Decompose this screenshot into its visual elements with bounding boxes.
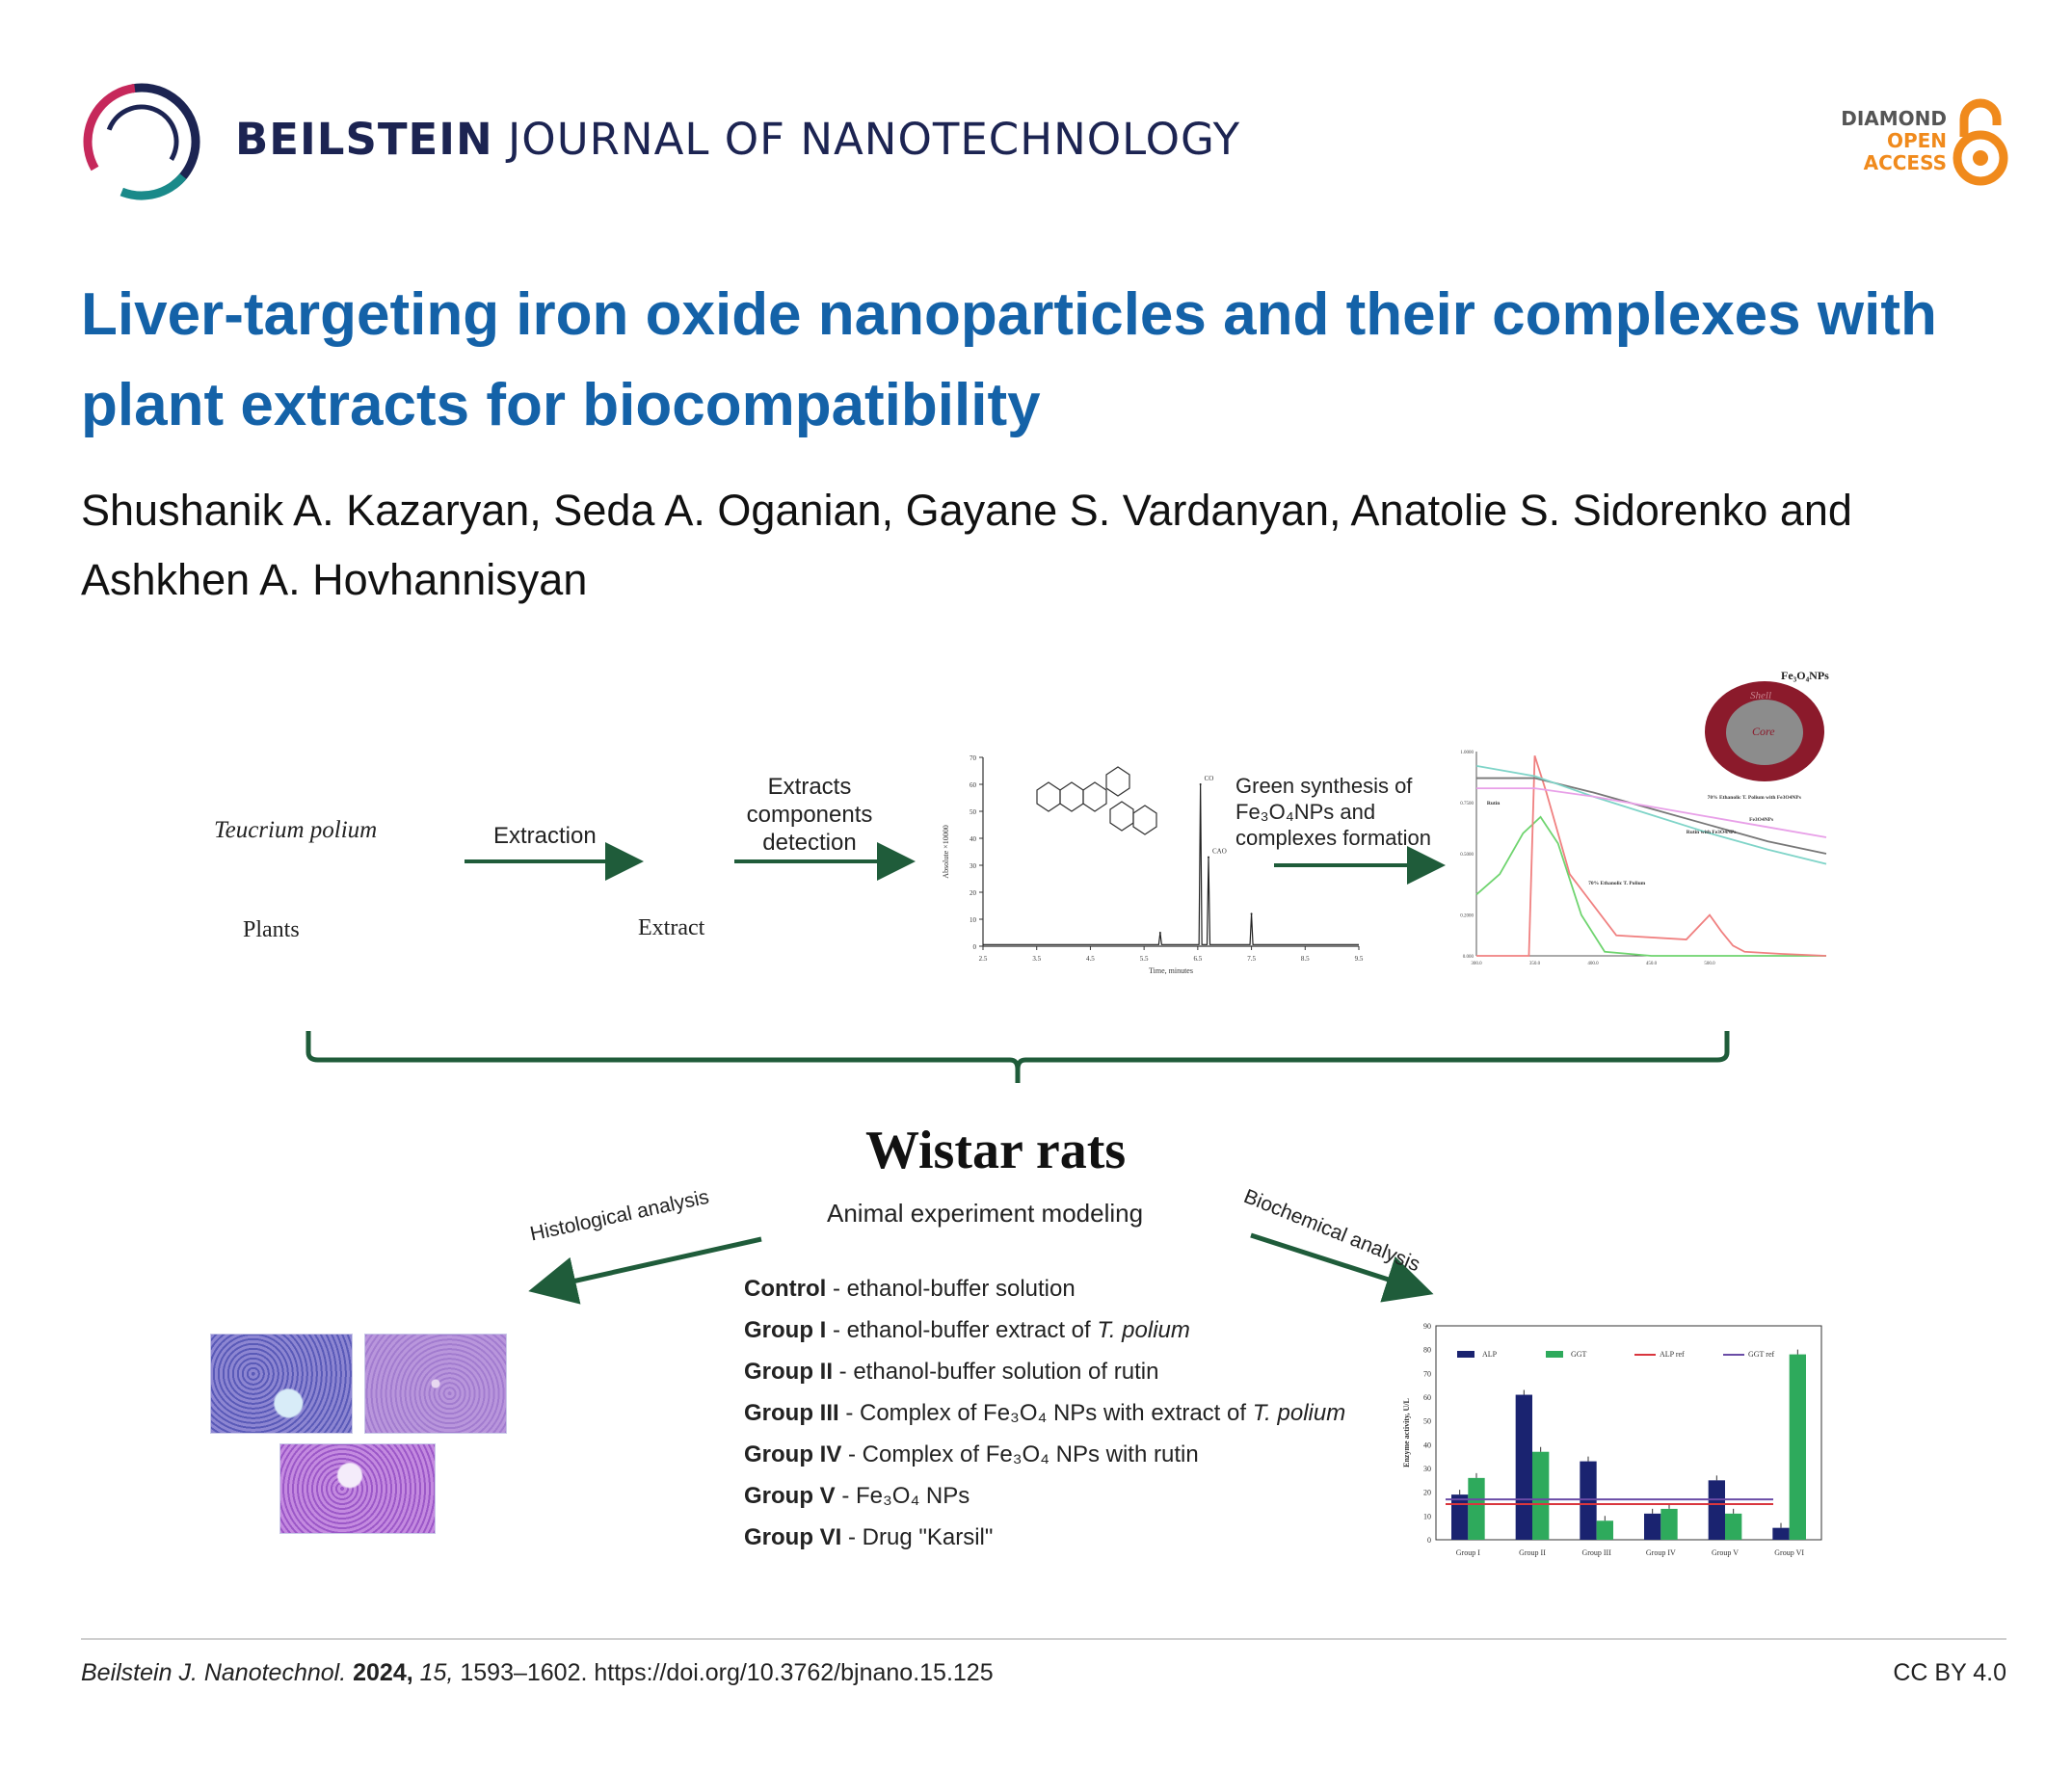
y-tick-label: 1.0000 [1460,751,1474,755]
bar-alp [1580,1462,1596,1540]
y-tick-label: 90 [1423,1322,1431,1331]
group-3: Group III - Complex of Fe₃O₄ NPs with extract of T. polium [744,1400,1346,1426]
peak-marker [1208,857,1209,859]
legend-label: ALP [1482,1350,1498,1359]
group-name: Group I [744,1317,827,1343]
peak-marker [1200,783,1202,785]
x-tick-label: 300.0 [1471,962,1482,966]
group-desc: ethanol-buffer solution [846,1276,1076,1302]
y-tick-label: 30 [970,862,976,870]
animal-modeling-label: Animal experiment modeling [827,1199,1144,1228]
x-tick-label: Group VI [1774,1548,1805,1557]
group-name: Control [744,1276,827,1302]
peak-marker [1159,932,1161,934]
x-tick-label: 4.5 [1086,955,1095,963]
histology-label: Histological analysis [528,1185,711,1246]
enzyme-bar-chart [1397,1312,1831,1573]
detection-line1: Extracts [767,774,852,800]
biochem-label: Biochemical analysis [1240,1185,1423,1277]
bar-ggt [1532,1452,1549,1540]
bracket [308,1031,1727,1083]
badge-line3: ACCESS [1863,151,1947,174]
x-tick-label: 5.5 [1139,955,1149,963]
x-tick-label: Group II [1519,1548,1546,1557]
group-name: Group IV [744,1441,842,1467]
plants-label: Plants [243,917,300,942]
group-name: Group V [744,1483,836,1509]
y-tick-label: 70 [1423,1369,1431,1379]
group-name: Group II [744,1359,833,1385]
spectrum-line [1476,755,1826,956]
np-shell-label: Shell [1750,690,1771,701]
legend-swatch [1457,1351,1474,1358]
y-tick-label: 10 [970,916,976,924]
footer-divider [81,1638,2006,1640]
rutin-structure-icon [1027,761,1162,840]
bar-alp [1709,1480,1725,1540]
wistar-title: Wistar rats [865,1121,1127,1180]
journal-name-rest: JOURNAL OF NANOTECHNOLOGY [508,114,1241,165]
histology-image-2 [364,1334,507,1434]
y-tick-label: 60 [1423,1393,1431,1402]
np-title: Fe₃O₄NPs [1781,669,1829,682]
bar-alp [1644,1514,1660,1540]
y-tick-label: 20 [970,889,976,897]
series-label: Rutin with Fe3O4NPs [1686,829,1737,835]
bar-ggt [1597,1520,1613,1540]
extract-label: Extract [638,915,705,940]
histology-image-1 [210,1334,353,1434]
group-desc: ethanol-buffer extract of [846,1317,1098,1343]
bar-ggt [1660,1509,1677,1540]
article-authors: Shushanik A. Kazaryan, Seda A. Oganian, Gayane S. Vardanyan, Anatolie S. Sidorenko and Ashkhen A. Hovhannisyan [81,486,1852,604]
group-list [744,1268,1345,1558]
group-desc: Fe₃O₄ NPs [856,1483,970,1509]
bar-ggt [1725,1514,1741,1540]
peak-label: CO [1204,775,1214,782]
y-tick-label: 10 [1423,1512,1431,1521]
x-tick-label: 7.5 [1247,955,1256,963]
y-tick-label: 50 [1423,1416,1431,1426]
peak-label: CAO [1212,847,1227,856]
x-tick-label: 500.0 [1704,962,1715,966]
x-axis-label: Time, minutes [1149,966,1193,975]
plant-name: Teucrium polium [214,817,378,843]
group-desc: Complex of Fe₃O₄ NPs with rutin [862,1441,1199,1467]
synthesis-line2: Fe₃O₄NPs and [1235,800,1376,824]
legend-label: ALP ref [1660,1350,1685,1359]
citation [81,1659,994,1687]
histology-image-3 [279,1443,436,1534]
synthesis-line1: Green synthesis of [1235,774,1413,798]
x-tick-label: Group I [1455,1548,1480,1557]
group-desc: ethanol-buffer solution of rutin [853,1359,1159,1385]
group-desc: Complex of Fe₃O₄ NPs with extract of [860,1400,1253,1426]
y-tick-label: 40 [1423,1441,1431,1450]
x-tick-label: 8.5 [1300,955,1310,963]
peak-marker [1251,912,1253,914]
x-tick-label: 400.0 [1587,962,1599,966]
x-tick-label: Group III [1581,1548,1611,1557]
y-tick-label: 30 [1423,1465,1431,1473]
x-tick-label: 3.5 [1032,955,1042,963]
x-tick-label: Group V [1711,1548,1740,1557]
legend-swatch [1546,1351,1563,1358]
badge-line2: OPEN [1886,129,1947,152]
y-tick-label: 60 [970,781,976,789]
badge-line1: DIAMOND [1841,107,1947,130]
x-tick-label: Group IV [1645,1548,1676,1557]
group-5: Group V - Fe₃O₄ NPs [744,1483,970,1509]
x-tick-label: 6.5 [1193,955,1203,963]
series-label: Rutin [1486,801,1501,807]
group-desc-italic: T. polium [1252,1400,1346,1426]
y-tick-label: 0 [1427,1536,1431,1545]
series-label: Fe3O4NPs [1749,817,1774,824]
license-label[interactable]: CC BY 4.0 [1893,1659,2006,1686]
synthesis-line3: complexes formation [1235,826,1431,850]
series-label: 70% Ethanolic T. Polium with Fe3O4NPs [1707,794,1801,801]
citation-volume: 15, [419,1659,454,1686]
x-tick-label: 9.5 [1354,955,1364,963]
y-tick-label: 0.5000 [1460,853,1474,858]
legend-label: GGT [1571,1350,1587,1359]
bar-alp [1451,1494,1468,1540]
x-tick-label: 350.0 [1528,962,1541,966]
y-axis-label: Enzyme activity, U/L [1402,1398,1411,1467]
detection-line2: components [746,802,873,828]
group-control: Control - ethanol-buffer solution [744,1276,1076,1302]
y-tick-label: 50 [970,808,976,816]
group-6: Group VI - Drug "Karsil" [744,1524,994,1550]
x-tick-label: 450.0 [1645,962,1658,966]
y-tick-label: 0.000 [1462,955,1474,960]
y-tick-label: 0 [972,943,976,951]
journal-name-bold: BEILSTEIN [235,114,493,165]
extraction-label: Extraction [493,823,597,849]
x-tick-label: 2.5 [978,955,988,963]
bar-alp [1516,1395,1532,1540]
group-name: Group III [744,1400,839,1426]
y-tick-label: 80 [1423,1345,1431,1355]
spectrum-line [1476,766,1826,864]
bar-ggt [1468,1478,1484,1540]
group-desc-italic: T. polium [1097,1317,1190,1343]
uv-spectra-chart [1446,742,1841,983]
citation-year: 2024, [353,1659,413,1686]
article-title: Liver-targeting iron oxide nanoparticles and their complexes with plant extracts for biocompatibility [81,281,1937,438]
bar-alp [1772,1528,1789,1540]
y-axis-label: Absolute ×10000 [942,825,950,879]
legend-label: GGT ref [1748,1350,1775,1359]
group-1: Group I - ethanol-buffer extract of T. polium [744,1317,1190,1343]
group-name: Group VI [744,1524,842,1550]
group-2: Group II - ethanol-buffer solution of rutin [744,1359,1159,1385]
y-tick-label: 40 [970,835,976,843]
y-tick-label: 0.7500 [1460,802,1474,806]
bar-ggt [1790,1355,1806,1540]
series-label: 70% Ethanolic T. Polium [1588,880,1646,886]
group-4: Group IV - Complex of Fe₃O₄ NPs with rutin [744,1441,1199,1467]
y-tick-label: 20 [1423,1488,1431,1497]
y-tick-label: 0.2000 [1460,913,1474,919]
spectrum-line [1476,779,1826,854]
doi-link[interactable]: 1593–1602. https://doi.org/10.3762/bjnano.15.125 [460,1659,994,1686]
citation-journal: Beilstein J. Nanotechnol. [81,1659,347,1686]
np-core-label: Core [1752,725,1775,738]
histology-arrow [538,1239,761,1289]
group-desc: Drug "Karsil" [862,1524,994,1550]
detection-line3: detection [762,830,857,856]
y-tick-label: 70 [970,754,976,762]
